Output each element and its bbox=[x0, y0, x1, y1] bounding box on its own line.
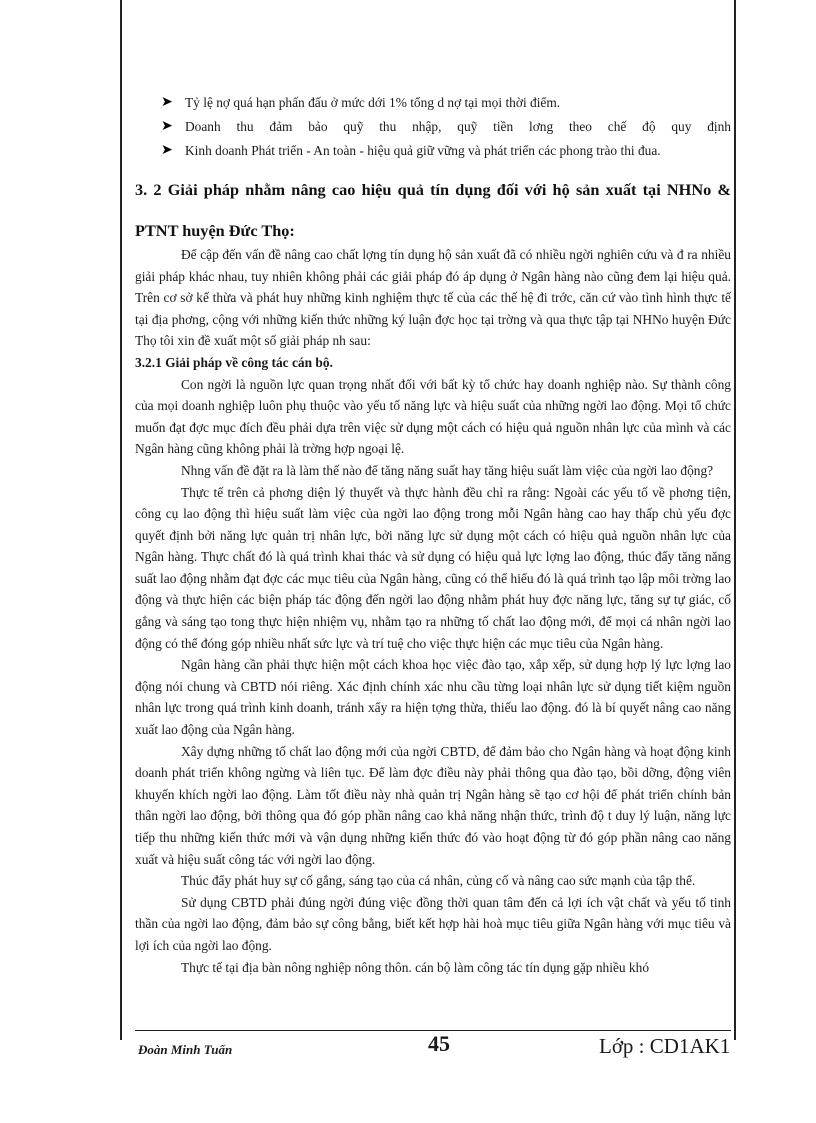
target-list bbox=[135, 92, 731, 162]
subsection-heading: 3.2.1 Giải pháp về công tác cán bộ. bbox=[135, 354, 333, 370]
section-heading bbox=[135, 176, 731, 244]
section-heading-line-2: PTNT huyện Đức Thọ: bbox=[135, 220, 295, 240]
section-heading-line-1: 3. 2 Giải pháp nhằm nâng cao hiệu quả tín dụng đối với hộ sản xuất tại NHNo & bbox=[135, 179, 731, 199]
body-paragraph: Thực tế tại địa bàn nông nghiệp nông thôn. cán bộ làm công tác tín dụng gặp nhiều khó bbox=[181, 959, 650, 975]
list-item bbox=[135, 140, 731, 162]
body-paragraph: Xây dựng những tố chất lao động mới của ngời CBTD, để đảm bảo cho Ngân hàng và hoạt động kinh doanh phát triển không ngừng và liên tục. Để làm đợc điều này phải thông qua đào tạo, bồi dỡng, động viên khuyến khích ngời lao động. Làm tốt điều này nhà quản trị Ngân hàng sẽ tạo cơ hội để phát triển chính bản thân ngời lao động, bởi thông qua đó góp phần nâng cao khả năng nhận thức, trình độ t duy lý luận, năng lực tiếp thu những kiến thức mới và vận dụng những kiến thức đó vào hoạt động từ đó góp phần nâng cao năng xuất và hiệu suất công tác với ngời lao động. bbox=[135, 743, 731, 867]
list-item-text: Tỷ lệ nợ quá hạn phấn đấu ở mức dới 1% tổng d nợ tại mọi thời điểm. bbox=[185, 95, 561, 110]
body-paragraph: Sử dụng CBTD phải đúng ngời đúng việc đồng thời quan tâm đến cả lợi ích vật chất và yếu tố tinh thần của ngời lao động, đảm bảo sự công bằng, biết kết hợp hài hoà mục tiêu giữa Ngân hàng với mục tiêu và lợi ích của ngời lao động. bbox=[135, 894, 731, 953]
body-paragraph: Thúc đẩy phát huy sự cố gắng, sáng tạo của cá nhân, củng cố và nâng cao sức mạnh của tập thể. bbox=[181, 873, 696, 889]
document-body bbox=[135, 92, 731, 978]
body-paragraph: Nhng vấn đề đặt ra là làm thế nào để tăng năng suất hay tăng hiệu suất làm việc của ngời lao động? bbox=[181, 462, 714, 478]
list-item-text: Doanh thu đảm bảo quỹ thu nhập, quỹ tiền lơng theo chế độ quy định bbox=[185, 119, 731, 135]
body-paragraph: Ngân hàng cần phải thực hiện một cách khoa học việc đào tạo, xắp xếp, sử dụng hợp lý lực lợng lao động nói chung và CBTD nói riêng. Xác định chính xác nhu cầu từng loại nhân lực sử dụng tiết kiệm nguồn nhân lực trong quá trình kinh doanh, tránh xẩy ra hiện tợng thừa, thiếu lao động. đó là bí quyết nâng cao năng xuất lao động của Ngân hàng. bbox=[135, 657, 731, 738]
list-item bbox=[135, 92, 731, 114]
footer-class-label: Lớp : CD1AK1 bbox=[599, 1034, 731, 1058]
page-number: 45 bbox=[428, 1031, 450, 1056]
list-item bbox=[135, 116, 731, 138]
arrow-bullet-icon: ➤ bbox=[161, 119, 173, 135]
body-paragraph: Con ngời là nguồn lực quan trọng nhất đối với bất kỳ tổ chức hay doanh nghiệp nào. Sự thành công của mọi doanh nghiệp luôn phụ thuộc vào yếu tố năng lực và hiệu suất của những ngời lao động. Mọi tổ chức muốn đạt đợc mục đích đều phải dựa trên việc sử dụng một cách có hiệu quả nguồn nhân lực của mình và các Ngân hàng cũng không phải là trờng hợp ngoại lệ. bbox=[135, 376, 731, 457]
arrow-bullet-icon: ➤ bbox=[161, 95, 173, 110]
list-item-text: Kinh doanh Phát triển - An toàn - hiệu quả giữ vững và phát triển các phong trào thi đua. bbox=[185, 143, 661, 159]
footer-author: Đoàn Minh Tuấn bbox=[138, 1042, 233, 1057]
arrow-bullet-icon: ➤ bbox=[161, 143, 173, 159]
intro-paragraph: Để cập đến vấn đề nâng cao chất lợng tín dụng hộ sản xuất đã có nhiều ngời nghiên cứu và đ ra nhiều giải pháp khác nhau, tuy nhiên không phải các giải pháp đó áp dụng ở Ngân hàng nào cũng đem lại hiệu quả. Trên cơ sở kế thừa và phát huy những kinh nghiệm thực tế của các thế hệ đi trớc, căn cứ vào tình hình thực tế tại địa phơng, cộng với những kiến thức những ký luận đợc học tại trờng và qua thực tập tại NHNo huyện Đức Thọ tôi xin đề xuất một số giải pháp nh sau: bbox=[135, 246, 731, 349]
body-paragraph: Thực tế trên cả phơng diện lý thuyết và thực hành đều chỉ ra rằng: Ngoài các yếu tố về phơng tiện, công cụ lao động thì hiệu suất làm việc của ngời lao động trong mỗi Ngân hàng cao hay thấp chủ yếu đợc quyết định bởi năng lực quản trị nhân lực, bởi năng lực sử dụng một cách có hiệu quả nguồn nhân lực của Ngân hàng. Thực chất đó là quá trình khai thác và sử dụng có hiệu quả lực lợng lao động, thúc đẩy tăng năng suất lao động nhằm đạt đợc các mục tiêu của Ngân hàng, cũng có thể hiểu đó là quá trình tạo lập môi trờng lao động và thực hiện các biện pháp tác động đến ngời lao động nhằm phát huy đợc năng lực, tăng sự tự giác, cố gắng và sáng tạo tong thực hiện nhiệm vụ, nhằm tạo ra những tố chất lao động mới, để mọi cá nhân ngời lao động có thể đóng góp nhiều nhất sức lực và trí tuệ cho việc thực hiện các mục tiêu của Ngân hàng. bbox=[135, 484, 731, 651]
